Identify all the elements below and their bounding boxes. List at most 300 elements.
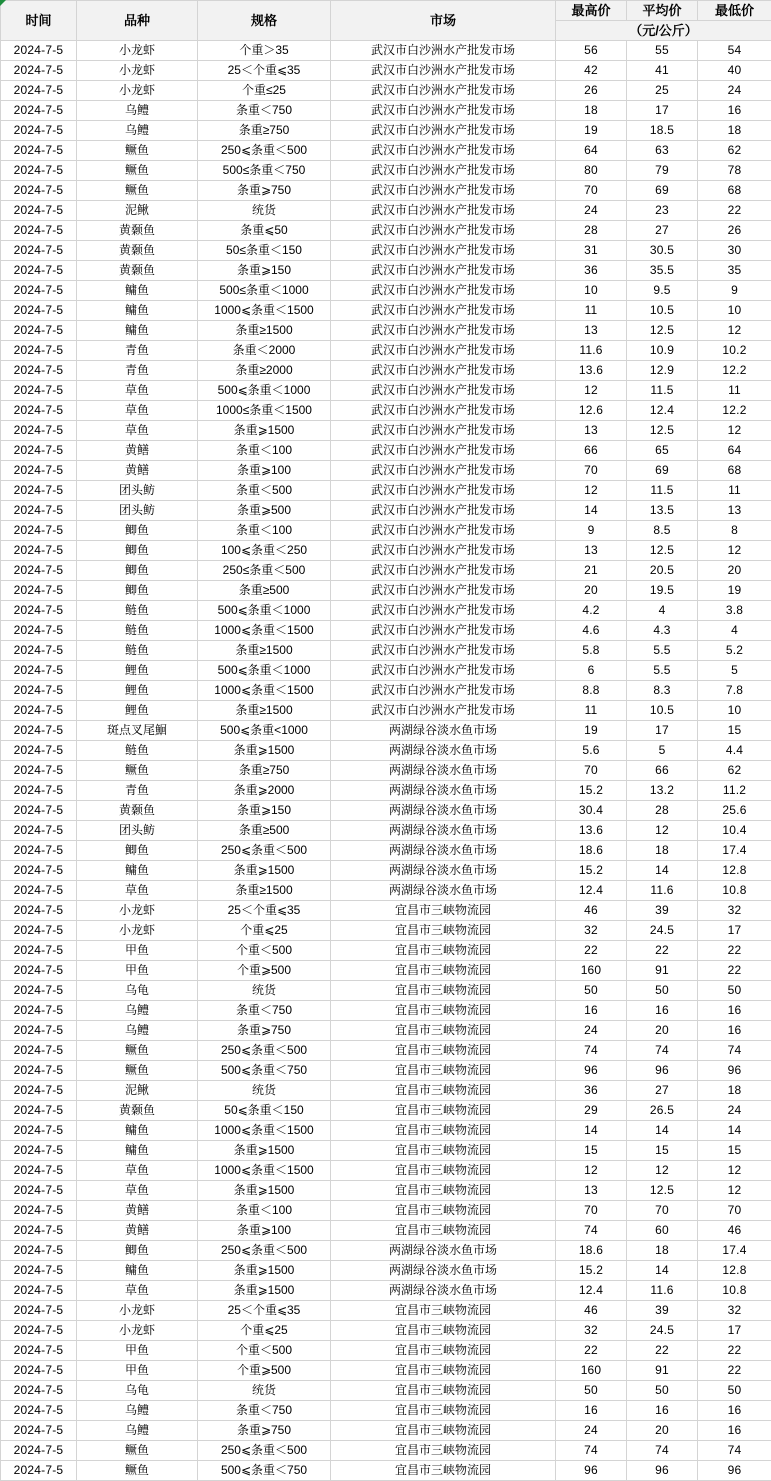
cell-variety[interactable]: 青鱼 (77, 341, 198, 361)
cell-market[interactable]: 宜昌市三峡物流园 (331, 1161, 556, 1181)
cell-low-price[interactable]: 19 (698, 581, 771, 601)
cell-market[interactable]: 武汉市白沙洲水产批发市场 (331, 341, 556, 361)
cell-low-price[interactable]: 18 (698, 1081, 771, 1101)
cell-variety[interactable]: 鳙鱼 (77, 281, 198, 301)
cell-time[interactable]: 2024-7-5 (1, 1061, 77, 1081)
cell-avg-price[interactable]: 20 (627, 1421, 698, 1441)
cell-avg-price[interactable]: 11.5 (627, 481, 698, 501)
cell-high-price[interactable]: 12.4 (556, 1281, 627, 1301)
cell-time[interactable]: 2024-7-5 (1, 441, 77, 461)
cell-avg-price[interactable]: 14 (627, 1261, 698, 1281)
col-header-market[interactable]: 市场 (331, 1, 556, 41)
cell-spec[interactable]: 条重⩾1500 (198, 741, 331, 761)
cell-low-price[interactable]: 17 (698, 921, 771, 941)
cell-avg-price[interactable]: 25 (627, 81, 698, 101)
cell-variety[interactable]: 黄颡鱼 (77, 1101, 198, 1121)
cell-variety[interactable]: 黄鳝 (77, 1201, 198, 1221)
cell-spec[interactable]: 条重⩾100 (198, 1221, 331, 1241)
cell-spec[interactable]: 25＜个重⩽35 (198, 1301, 331, 1321)
cell-time[interactable]: 2024-7-5 (1, 421, 77, 441)
cell-market[interactable]: 宜昌市三峡物流园 (331, 1181, 556, 1201)
cell-low-price[interactable]: 12 (698, 421, 771, 441)
cell-avg-price[interactable]: 27 (627, 221, 698, 241)
cell-market[interactable]: 武汉市白沙洲水产批发市场 (331, 241, 556, 261)
cell-variety[interactable]: 乌鳢 (77, 101, 198, 121)
cell-variety[interactable]: 鳜鱼 (77, 1461, 198, 1481)
cell-avg-price[interactable]: 18 (627, 841, 698, 861)
cell-high-price[interactable]: 19 (556, 121, 627, 141)
cell-low-price[interactable]: 17 (698, 1321, 771, 1341)
cell-spec[interactable]: 个重⩾500 (198, 961, 331, 981)
cell-avg-price[interactable]: 27 (627, 1081, 698, 1101)
cell-avg-price[interactable]: 23 (627, 201, 698, 221)
cell-variety[interactable]: 小龙虾 (77, 61, 198, 81)
cell-spec[interactable]: 条重＜500 (198, 481, 331, 501)
cell-time[interactable]: 2024-7-5 (1, 881, 77, 901)
cell-avg-price[interactable]: 8.3 (627, 681, 698, 701)
cell-time[interactable]: 2024-7-5 (1, 141, 77, 161)
cell-low-price[interactable]: 70 (698, 1201, 771, 1221)
cell-spec[interactable]: 1000⩽条重＜1500 (198, 621, 331, 641)
cell-avg-price[interactable]: 74 (627, 1441, 698, 1461)
cell-market[interactable]: 武汉市白沙洲水产批发市场 (331, 521, 556, 541)
cell-high-price[interactable]: 70 (556, 1201, 627, 1221)
cell-time[interactable]: 2024-7-5 (1, 801, 77, 821)
cell-avg-price[interactable]: 69 (627, 181, 698, 201)
cell-low-price[interactable]: 32 (698, 901, 771, 921)
cell-low-price[interactable]: 13 (698, 501, 771, 521)
cell-low-price[interactable]: 11.2 (698, 781, 771, 801)
cell-market[interactable]: 两湖绿谷淡水鱼市场 (331, 1241, 556, 1261)
cell-market[interactable]: 武汉市白沙洲水产批发市场 (331, 561, 556, 581)
cell-avg-price[interactable]: 39 (627, 901, 698, 921)
cell-time[interactable]: 2024-7-5 (1, 1121, 77, 1141)
cell-variety[interactable]: 乌鳢 (77, 1401, 198, 1421)
cell-avg-price[interactable]: 14 (627, 861, 698, 881)
cell-time[interactable]: 2024-7-5 (1, 1441, 77, 1461)
cell-spec[interactable]: 250⩽条重＜500 (198, 1041, 331, 1061)
cell-variety[interactable]: 小龙虾 (77, 901, 198, 921)
cell-high-price[interactable]: 36 (556, 1081, 627, 1101)
cell-variety[interactable]: 鳜鱼 (77, 161, 198, 181)
cell-low-price[interactable]: 24 (698, 81, 771, 101)
cell-spec[interactable]: 250⩽条重＜500 (198, 141, 331, 161)
cell-high-price[interactable]: 22 (556, 1341, 627, 1361)
cell-market[interactable]: 武汉市白沙洲水产批发市场 (331, 501, 556, 521)
cell-spec[interactable]: 50⩽条重＜150 (198, 1101, 331, 1121)
cell-high-price[interactable]: 50 (556, 981, 627, 1001)
cell-high-price[interactable]: 18.6 (556, 841, 627, 861)
cell-spec[interactable]: 条重＜2000 (198, 341, 331, 361)
cell-low-price[interactable]: 30 (698, 241, 771, 261)
cell-time[interactable]: 2024-7-5 (1, 1201, 77, 1221)
cell-high-price[interactable]: 46 (556, 901, 627, 921)
cell-time[interactable]: 2024-7-5 (1, 561, 77, 581)
cell-avg-price[interactable]: 8.5 (627, 521, 698, 541)
cell-high-price[interactable]: 74 (556, 1441, 627, 1461)
cell-spec[interactable]: 1000≤条重＜1500 (198, 401, 331, 421)
cell-avg-price[interactable]: 12.4 (627, 401, 698, 421)
cell-variety[interactable]: 鳜鱼 (77, 761, 198, 781)
cell-variety[interactable]: 甲鱼 (77, 1341, 198, 1361)
cell-market[interactable]: 宜昌市三峡物流园 (331, 1381, 556, 1401)
cell-avg-price[interactable]: 50 (627, 1381, 698, 1401)
cell-high-price[interactable]: 10 (556, 281, 627, 301)
cell-market[interactable]: 武汉市白沙洲水产批发市场 (331, 681, 556, 701)
cell-avg-price[interactable]: 15 (627, 1141, 698, 1161)
cell-high-price[interactable]: 9 (556, 521, 627, 541)
cell-low-price[interactable]: 96 (698, 1461, 771, 1481)
cell-time[interactable]: 2024-7-5 (1, 941, 77, 961)
cell-spec[interactable]: 条重≥1500 (198, 701, 331, 721)
cell-spec[interactable]: 条重≥750 (198, 121, 331, 141)
cell-high-price[interactable]: 18 (556, 101, 627, 121)
cell-avg-price[interactable]: 16 (627, 1401, 698, 1421)
cell-spec[interactable]: 条重⩾100 (198, 461, 331, 481)
cell-variety[interactable]: 团头鲂 (77, 821, 198, 841)
cell-variety[interactable]: 鲫鱼 (77, 841, 198, 861)
cell-spec[interactable]: 500⩽条重＜750 (198, 1461, 331, 1481)
cell-high-price[interactable]: 42 (556, 61, 627, 81)
cell-spec[interactable]: 500≤条重＜1000 (198, 281, 331, 301)
cell-spec[interactable]: 条重⩾750 (198, 1021, 331, 1041)
cell-avg-price[interactable]: 69 (627, 461, 698, 481)
cell-time[interactable]: 2024-7-5 (1, 181, 77, 201)
cell-spec[interactable]: 统货 (198, 1381, 331, 1401)
cell-time[interactable]: 2024-7-5 (1, 1261, 77, 1281)
cell-market[interactable]: 武汉市白沙洲水产批发市场 (331, 281, 556, 301)
col-header-unit[interactable]: （元/公斤） (556, 21, 771, 41)
cell-market[interactable]: 两湖绿谷淡水鱼市场 (331, 721, 556, 741)
cell-spec[interactable]: 1000⩽条重＜1500 (198, 681, 331, 701)
cell-market[interactable]: 武汉市白沙洲水产批发市场 (331, 161, 556, 181)
cell-time[interactable]: 2024-7-5 (1, 581, 77, 601)
cell-spec[interactable]: 500⩽条重＜1000 (198, 601, 331, 621)
cell-spec[interactable]: 50≤条重＜150 (198, 241, 331, 261)
cell-market[interactable]: 宜昌市三峡物流园 (331, 981, 556, 1001)
cell-low-price[interactable]: 11 (698, 381, 771, 401)
cell-variety[interactable]: 小龙虾 (77, 1301, 198, 1321)
cell-variety[interactable]: 斑点叉尾鮰 (77, 721, 198, 741)
cell-time[interactable]: 2024-7-5 (1, 901, 77, 921)
cell-time[interactable]: 2024-7-5 (1, 1241, 77, 1261)
cell-market[interactable]: 武汉市白沙洲水产批发市场 (331, 121, 556, 141)
cell-high-price[interactable]: 13.6 (556, 821, 627, 841)
cell-spec[interactable]: 个重≤25 (198, 81, 331, 101)
cell-spec[interactable]: 条重⩾1500 (198, 861, 331, 881)
cell-time[interactable]: 2024-7-5 (1, 361, 77, 381)
cell-low-price[interactable]: 26 (698, 221, 771, 241)
cell-avg-price[interactable]: 13.2 (627, 781, 698, 801)
cell-time[interactable]: 2024-7-5 (1, 461, 77, 481)
cell-variety[interactable]: 草鱼 (77, 1181, 198, 1201)
cell-variety[interactable]: 小龙虾 (77, 41, 198, 61)
cell-spec[interactable]: 条重≥1500 (198, 881, 331, 901)
cell-market[interactable]: 宜昌市三峡物流园 (331, 1441, 556, 1461)
cell-spec[interactable]: 个重⩾500 (198, 1361, 331, 1381)
cell-market[interactable]: 两湖绿谷淡水鱼市场 (331, 841, 556, 861)
cell-low-price[interactable]: 35 (698, 261, 771, 281)
cell-high-price[interactable]: 5.6 (556, 741, 627, 761)
cell-time[interactable]: 2024-7-5 (1, 681, 77, 701)
cell-spec[interactable]: 条重⩾150 (198, 261, 331, 281)
cell-variety[interactable]: 鳙鱼 (77, 1141, 198, 1161)
cell-low-price[interactable]: 22 (698, 1341, 771, 1361)
cell-low-price[interactable]: 16 (698, 1401, 771, 1421)
cell-market[interactable]: 宜昌市三峡物流园 (331, 901, 556, 921)
cell-avg-price[interactable]: 91 (627, 1361, 698, 1381)
cell-spec[interactable]: 个重⩽25 (198, 1321, 331, 1341)
cell-market[interactable]: 两湖绿谷淡水鱼市场 (331, 761, 556, 781)
cell-spec[interactable]: 1000⩽条重＜1500 (198, 1121, 331, 1141)
cell-variety[interactable]: 小龙虾 (77, 921, 198, 941)
cell-time[interactable]: 2024-7-5 (1, 1081, 77, 1101)
cell-low-price[interactable]: 16 (698, 1021, 771, 1041)
cell-market[interactable]: 宜昌市三峡物流园 (331, 1361, 556, 1381)
cell-low-price[interactable]: 12.2 (698, 361, 771, 381)
cell-low-price[interactable]: 15 (698, 721, 771, 741)
cell-high-price[interactable]: 24 (556, 1421, 627, 1441)
cell-time[interactable]: 2024-7-5 (1, 1161, 77, 1181)
cell-high-price[interactable]: 32 (556, 921, 627, 941)
cell-variety[interactable]: 青鱼 (77, 361, 198, 381)
cell-variety[interactable]: 鳜鱼 (77, 181, 198, 201)
cell-market[interactable]: 宜昌市三峡物流园 (331, 1081, 556, 1101)
cell-variety[interactable]: 黄颡鱼 (77, 241, 198, 261)
cell-high-price[interactable]: 50 (556, 1381, 627, 1401)
cell-avg-price[interactable]: 91 (627, 961, 698, 981)
cell-avg-price[interactable]: 9.5 (627, 281, 698, 301)
cell-spec[interactable]: 500⩽条重＜1000 (198, 381, 331, 401)
cell-low-price[interactable]: 12 (698, 1181, 771, 1201)
cell-high-price[interactable]: 15.2 (556, 861, 627, 881)
cell-high-price[interactable]: 70 (556, 461, 627, 481)
cell-variety[interactable]: 甲鱼 (77, 1361, 198, 1381)
cell-high-price[interactable]: 96 (556, 1461, 627, 1481)
cell-market[interactable]: 宜昌市三峡物流园 (331, 941, 556, 961)
cell-market[interactable]: 两湖绿谷淡水鱼市场 (331, 821, 556, 841)
cell-market[interactable]: 宜昌市三峡物流园 (331, 1401, 556, 1421)
cell-market[interactable]: 宜昌市三峡物流园 (331, 1221, 556, 1241)
cell-avg-price[interactable]: 65 (627, 441, 698, 461)
cell-variety[interactable]: 乌鳢 (77, 1001, 198, 1021)
cell-variety[interactable]: 鳜鱼 (77, 1041, 198, 1061)
cell-variety[interactable]: 团头鲂 (77, 481, 198, 501)
cell-spec[interactable]: 条重＜100 (198, 521, 331, 541)
cell-time[interactable]: 2024-7-5 (1, 201, 77, 221)
cell-low-price[interactable]: 74 (698, 1041, 771, 1061)
cell-variety[interactable]: 鳙鱼 (77, 301, 198, 321)
cell-variety[interactable]: 鲫鱼 (77, 521, 198, 541)
cell-low-price[interactable]: 40 (698, 61, 771, 81)
cell-low-price[interactable]: 50 (698, 1381, 771, 1401)
cell-low-price[interactable]: 64 (698, 441, 771, 461)
cell-variety[interactable]: 乌龟 (77, 1381, 198, 1401)
cell-avg-price[interactable]: 11.5 (627, 381, 698, 401)
cell-variety[interactable]: 鳙鱼 (77, 1121, 198, 1141)
cell-low-price[interactable]: 32 (698, 1301, 771, 1321)
cell-time[interactable]: 2024-7-5 (1, 61, 77, 81)
cell-low-price[interactable]: 17.4 (698, 841, 771, 861)
cell-spec[interactable]: 条重≥2000 (198, 361, 331, 381)
cell-market[interactable]: 武汉市白沙洲水产批发市场 (331, 661, 556, 681)
cell-market[interactable]: 武汉市白沙洲水产批发市场 (331, 701, 556, 721)
cell-low-price[interactable]: 17.4 (698, 1241, 771, 1261)
cell-variety[interactable]: 鲤鱼 (77, 701, 198, 721)
cell-spec[interactable]: 条重≥500 (198, 581, 331, 601)
cell-market[interactable]: 武汉市白沙洲水产批发市场 (331, 81, 556, 101)
cell-low-price[interactable]: 10.8 (698, 1281, 771, 1301)
cell-variety[interactable]: 鲤鱼 (77, 661, 198, 681)
cell-time[interactable]: 2024-7-5 (1, 301, 77, 321)
cell-variety[interactable]: 鳜鱼 (77, 1441, 198, 1461)
cell-spec[interactable]: 500⩽条重<1000 (198, 721, 331, 741)
cell-market[interactable]: 两湖绿谷淡水鱼市场 (331, 741, 556, 761)
cell-low-price[interactable]: 16 (698, 101, 771, 121)
cell-variety[interactable]: 黄鳝 (77, 461, 198, 481)
cell-avg-price[interactable]: 13.5 (627, 501, 698, 521)
cell-market[interactable]: 武汉市白沙洲水产批发市场 (331, 541, 556, 561)
cell-market[interactable]: 武汉市白沙洲水产批发市场 (331, 481, 556, 501)
cell-high-price[interactable]: 16 (556, 1001, 627, 1021)
cell-high-price[interactable]: 19 (556, 721, 627, 741)
cell-time[interactable]: 2024-7-5 (1, 1461, 77, 1481)
cell-high-price[interactable]: 14 (556, 1121, 627, 1141)
cell-avg-price[interactable]: 18.5 (627, 121, 698, 141)
cell-market[interactable]: 武汉市白沙洲水产批发市场 (331, 621, 556, 641)
cell-low-price[interactable]: 22 (698, 1361, 771, 1381)
cell-time[interactable]: 2024-7-5 (1, 1101, 77, 1121)
cell-avg-price[interactable]: 5.5 (627, 641, 698, 661)
cell-market[interactable]: 武汉市白沙洲水产批发市场 (331, 221, 556, 241)
cell-variety[interactable]: 甲鱼 (77, 961, 198, 981)
cell-low-price[interactable]: 68 (698, 181, 771, 201)
cell-avg-price[interactable]: 5 (627, 741, 698, 761)
cell-low-price[interactable]: 10 (698, 301, 771, 321)
cell-time[interactable]: 2024-7-5 (1, 1021, 77, 1041)
cell-high-price[interactable]: 12.4 (556, 881, 627, 901)
cell-high-price[interactable]: 64 (556, 141, 627, 161)
cell-variety[interactable]: 鲫鱼 (77, 1241, 198, 1261)
cell-avg-price[interactable]: 11.6 (627, 1281, 698, 1301)
cell-spec[interactable]: 1000⩽条重＜1500 (198, 1161, 331, 1181)
cell-variety[interactable]: 草鱼 (77, 1161, 198, 1181)
cell-market[interactable]: 武汉市白沙洲水产批发市场 (331, 41, 556, 61)
cell-spec[interactable]: 条重⩾150 (198, 801, 331, 821)
cell-low-price[interactable]: 12.8 (698, 861, 771, 881)
cell-low-price[interactable]: 20 (698, 561, 771, 581)
cell-avg-price[interactable]: 79 (627, 161, 698, 181)
cell-avg-price[interactable]: 12 (627, 1161, 698, 1181)
cell-avg-price[interactable]: 18 (627, 1241, 698, 1261)
cell-time[interactable]: 2024-7-5 (1, 1041, 77, 1061)
cell-market[interactable]: 武汉市白沙洲水产批发市场 (331, 401, 556, 421)
cell-variety[interactable]: 鳙鱼 (77, 861, 198, 881)
cell-avg-price[interactable]: 22 (627, 941, 698, 961)
cell-spec[interactable]: 条重⩾1500 (198, 421, 331, 441)
cell-avg-price[interactable]: 16 (627, 1001, 698, 1021)
cell-high-price[interactable]: 20 (556, 581, 627, 601)
cell-avg-price[interactable]: 12.5 (627, 321, 698, 341)
cell-low-price[interactable]: 22 (698, 961, 771, 981)
cell-spec[interactable]: 500⩽条重＜750 (198, 1061, 331, 1081)
cell-market[interactable]: 宜昌市三峡物流园 (331, 1121, 556, 1141)
cell-avg-price[interactable]: 96 (627, 1461, 698, 1481)
cell-time[interactable]: 2024-7-5 (1, 821, 77, 841)
cell-variety[interactable]: 甲鱼 (77, 941, 198, 961)
cell-variety[interactable]: 黄颡鱼 (77, 221, 198, 241)
cell-spec[interactable]: 条重⩽50 (198, 221, 331, 241)
cell-market[interactable]: 宜昌市三峡物流园 (331, 1321, 556, 1341)
cell-low-price[interactable]: 10.2 (698, 341, 771, 361)
cell-market[interactable]: 武汉市白沙洲水产批发市场 (331, 261, 556, 281)
cell-low-price[interactable]: 10 (698, 701, 771, 721)
cell-high-price[interactable]: 96 (556, 1061, 627, 1081)
cell-avg-price[interactable]: 70 (627, 1201, 698, 1221)
cell-avg-price[interactable]: 22 (627, 1341, 698, 1361)
cell-spec[interactable]: 250⩽条重＜500 (198, 841, 331, 861)
cell-spec[interactable]: 条重＜750 (198, 1001, 331, 1021)
cell-time[interactable]: 2024-7-5 (1, 661, 77, 681)
cell-high-price[interactable]: 11.6 (556, 341, 627, 361)
cell-high-price[interactable]: 70 (556, 761, 627, 781)
cell-low-price[interactable]: 50 (698, 981, 771, 1001)
cell-time[interactable]: 2024-7-5 (1, 621, 77, 641)
cell-market[interactable]: 武汉市白沙洲水产批发市场 (331, 461, 556, 481)
cell-spec[interactable]: 条重＜750 (198, 1401, 331, 1421)
cell-avg-price[interactable]: 10.5 (627, 701, 698, 721)
cell-avg-price[interactable]: 19.5 (627, 581, 698, 601)
cell-low-price[interactable]: 4 (698, 621, 771, 641)
cell-time[interactable]: 2024-7-5 (1, 161, 77, 181)
cell-market[interactable]: 武汉市白沙洲水产批发市场 (331, 381, 556, 401)
cell-avg-price[interactable]: 28 (627, 801, 698, 821)
cell-time[interactable]: 2024-7-5 (1, 981, 77, 1001)
cell-market[interactable]: 宜昌市三峡物流园 (331, 1201, 556, 1221)
cell-avg-price[interactable]: 12 (627, 821, 698, 841)
cell-market[interactable]: 宜昌市三峡物流园 (331, 1141, 556, 1161)
cell-low-price[interactable]: 62 (698, 761, 771, 781)
cell-high-price[interactable]: 13 (556, 541, 627, 561)
cell-high-price[interactable]: 5.8 (556, 641, 627, 661)
cell-avg-price[interactable]: 10.9 (627, 341, 698, 361)
cell-spec[interactable]: 统货 (198, 981, 331, 1001)
cell-market[interactable]: 宜昌市三峡物流园 (331, 1041, 556, 1061)
cell-low-price[interactable]: 96 (698, 1061, 771, 1081)
cell-high-price[interactable]: 46 (556, 1301, 627, 1321)
cell-avg-price[interactable]: 11.6 (627, 881, 698, 901)
cell-market[interactable]: 宜昌市三峡物流园 (331, 1461, 556, 1481)
cell-high-price[interactable]: 21 (556, 561, 627, 581)
cell-avg-price[interactable]: 17 (627, 721, 698, 741)
col-header-spec[interactable]: 规格 (198, 1, 331, 41)
cell-time[interactable]: 2024-7-5 (1, 1381, 77, 1401)
cell-market[interactable]: 武汉市白沙洲水产批发市场 (331, 181, 556, 201)
cell-variety[interactable]: 鲫鱼 (77, 561, 198, 581)
cell-time[interactable]: 2024-7-5 (1, 1401, 77, 1421)
cell-market[interactable]: 武汉市白沙洲水产批发市场 (331, 641, 556, 661)
cell-time[interactable]: 2024-7-5 (1, 721, 77, 741)
cell-time[interactable]: 2024-7-5 (1, 1181, 77, 1201)
cell-time[interactable]: 2024-7-5 (1, 1301, 77, 1321)
cell-spec[interactable]: 500≤条重＜750 (198, 161, 331, 181)
cell-low-price[interactable]: 46 (698, 1221, 771, 1241)
cell-high-price[interactable]: 22 (556, 941, 627, 961)
cell-spec[interactable]: 条重≥500 (198, 821, 331, 841)
cell-low-price[interactable]: 4.4 (698, 741, 771, 761)
cell-low-price[interactable]: 24 (698, 1101, 771, 1121)
cell-high-price[interactable]: 14 (556, 501, 627, 521)
